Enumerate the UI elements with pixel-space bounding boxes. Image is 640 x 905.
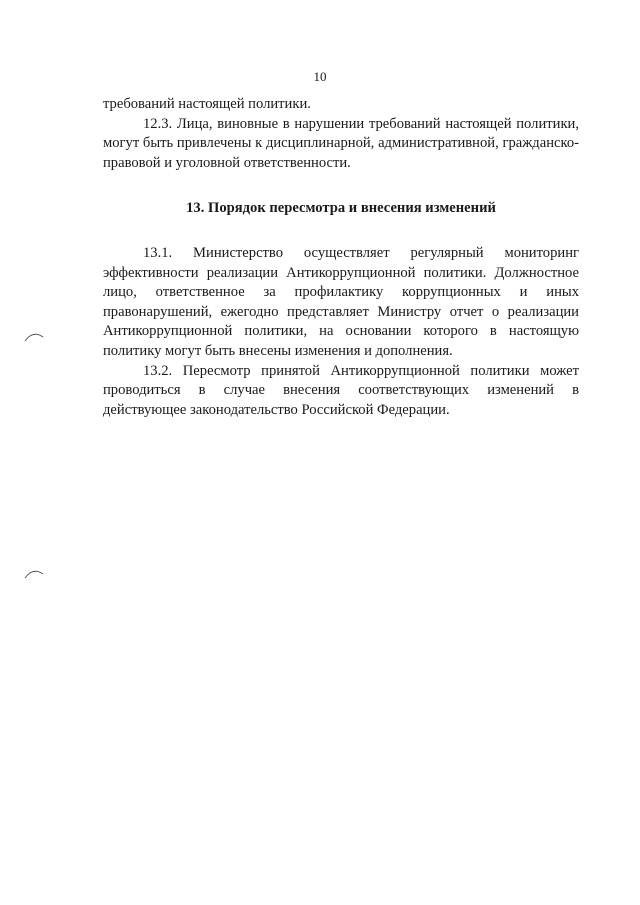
paragraph-13-2: 13.2. Пересмотр принятой Антикоррупционной политики может проводиться в случае внесения соответствующих изменений в действующее законодательство Российской Федерации.: [103, 362, 579, 418]
document-body: [103, 95, 579, 420]
section-heading: 13. Порядок пересмотра и внесения изменений: [186, 200, 496, 217]
punch-hole-mark-icon: [24, 567, 44, 579]
paragraph-12-3: 12.3. Лица, виновные в нарушении требований настоящей политики, могут быть привлечены к дисциплинарной, административной, гражданско-правовой и уголовной ответственности.: [103, 115, 579, 171]
paragraph-continuation: требований настоящей политики.: [103, 96, 311, 112]
page-number: 10: [313, 69, 327, 84]
punch-hole-mark-icon: [24, 330, 44, 342]
paragraph-13-1: 13.1. Министерство осуществляет регулярный мониторинг эффективности реализации Антикоррупционной политики. Должностное лицо, ответственное за профилактику коррупционных и иных правонарушений, ежегодно представляет Министру отчет о реализации Антикоррупционной политики, на основании которого в настоящую политику могут быть внесены изменения и дополнения.: [103, 244, 579, 359]
